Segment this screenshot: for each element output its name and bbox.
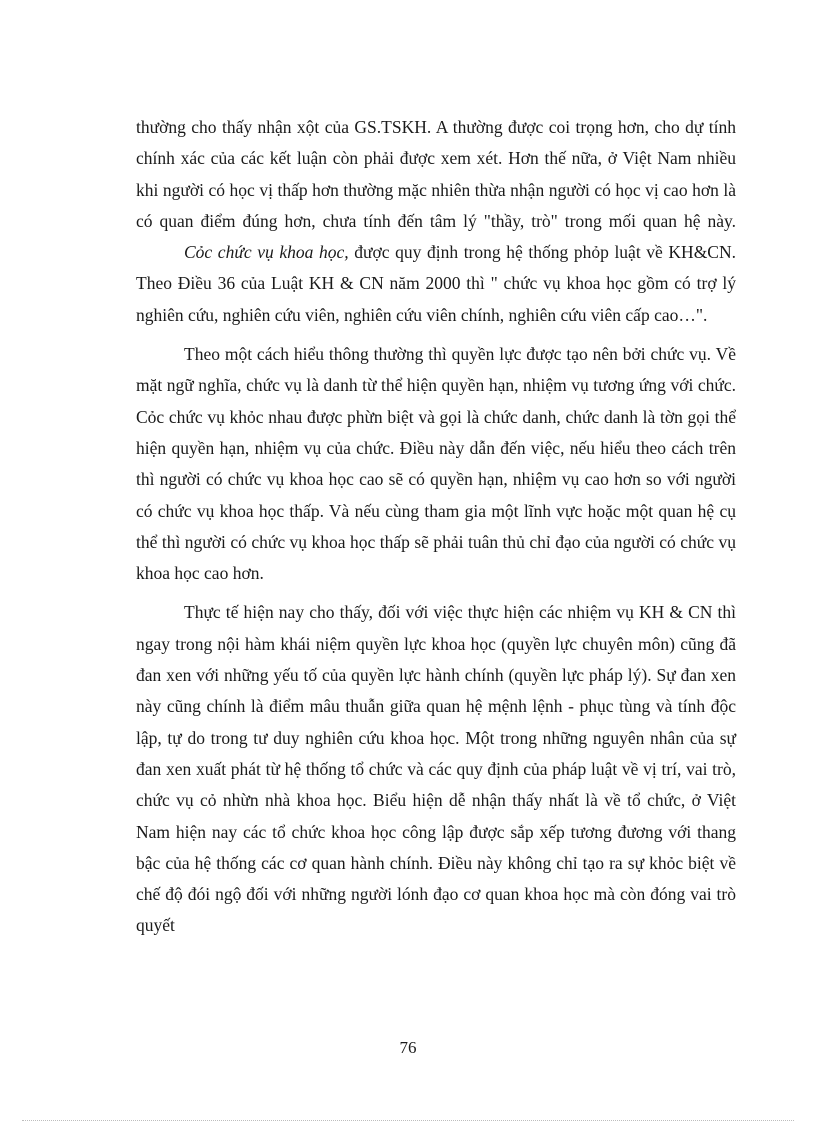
paragraph-2-italic-term: Cỏc chức vụ khoa học, bbox=[184, 242, 349, 263]
paragraph-3: Theo một cách hiểu thông thường thì quyền lực được tạo nên bởi chức vụ. Về mặt ngữ nghĩa, chức vụ là danh từ thể hiện quyền hạn, nhiệm vụ tương ứng với chức. Cỏc chức vụ khỏc nhau được phừn biệt và gọi là chức danh, chức danh là tờn gọi thể hiện quyền hạn, nhiệm vụ của chức. Điều này dẫn đến việc, nếu hiểu theo cách trên thì người có chức vụ khoa học cao sẽ có quyền hạn, nhiệm vụ cao hơn so với người có chức vụ khoa học thấp. Và nếu cùng tham gia một lĩnh vực hoặc một quan hệ cụ thể thì người có chức vụ khoa học thấp sẽ phải tuân thủ chỉ đạo của người có chức vụ khoa học cao hơn. bbox=[136, 344, 736, 584]
paragraph-2-rest: được quy định trong hệ thống phỏp luật về KH&CN. Theo Điều 36 của Luật KH & CN năm 2000 thì " chức vụ khoa học gồm có trợ lý nghiên cứu, nghiên cứu viên, nghiên cứu viên chính, nghiên cứu viên cấp cao…". bbox=[136, 242, 736, 325]
paragraph-2 bbox=[136, 237, 736, 331]
page-bottom-divider bbox=[22, 1120, 794, 1121]
paragraph-1: thường cho thấy nhận xột của GS.TSKH. A thường được coi trọng hơn, cho dự tính chính xác của các kết luận còn phải được xem xét. Hơn thế nữa, ở Việt Nam nhiều khi người có học vị thấp hơn thường mặc nhiên thừa nhận người có học vị cao hơn là có quan điểm đúng hơn, chưa tính đến tâm lý "thầy, trò" trong mối quan hệ này. bbox=[136, 117, 736, 231]
page-number: 76 bbox=[399, 1038, 417, 1057]
paragraph-4: Thực tế hiện nay cho thấy, đối với việc thực hiện các nhiệm vụ KH & CN thì ngay trong nội hàm khái niệm quyền lực khoa học (quyền lực chuyên môn) cũng đã đan xen với những yếu tố của quyền lực hành chính (quyền lực pháp lý). Sự đan xen này cũng chính là điểm mâu thuẫn giữa quan hệ mệnh lệnh - phục tùng và tính độc lập, tự do trong tư duy nghiên cứu khoa học. Một trong những nguyên nhân của sự đan xen xuất phát từ hệ thống tổ chức và các quy định của pháp luật về vị trí, vai trò, chức vụ cỏ nhừn nhà khoa học. Biểu hiện dễ nhận thấy nhất là về tổ chức, ở Việt Nam hiện nay các tổ chức khoa học công lập được sắp xếp tương đương với thang bậc của hệ thống các cơ quan hành chính. Điều này không chỉ tạo ra sự khỏc biệt về chế độ đói ngộ đối với những người lónh đạo cơ quan khoa học mà còn đóng vai trò quyết bbox=[136, 602, 736, 936]
body-text bbox=[136, 112, 736, 942]
